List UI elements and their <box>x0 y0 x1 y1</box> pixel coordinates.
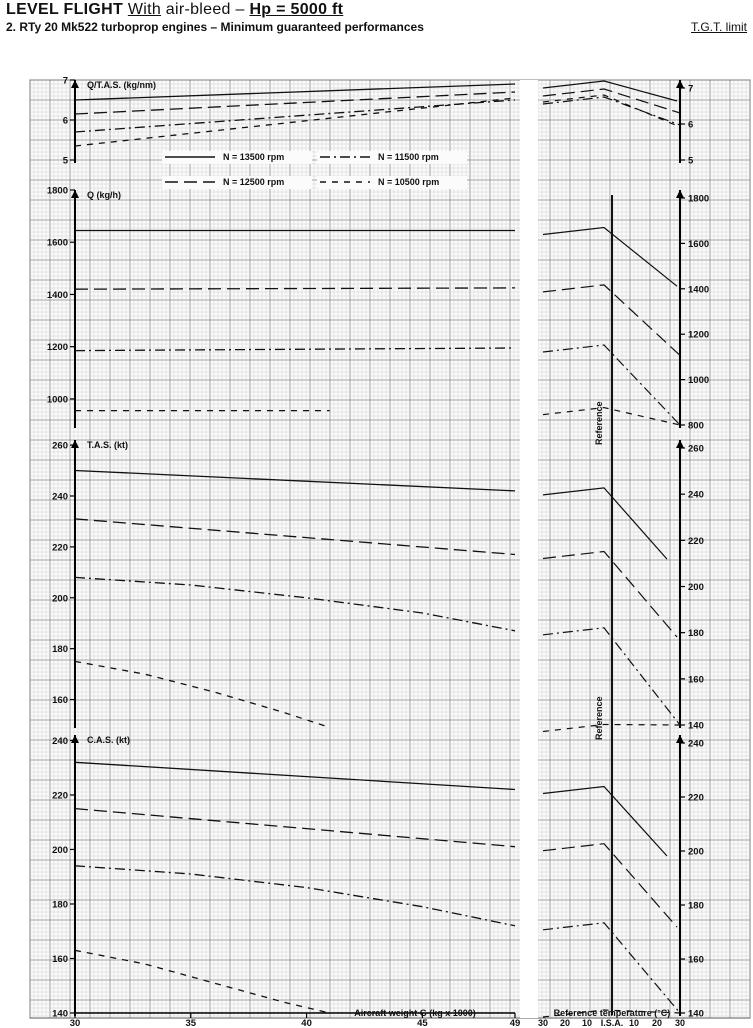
graph-paper-grid <box>30 80 750 1018</box>
right-tick-label: 5 <box>688 155 694 167</box>
right-tick-label: 140 <box>688 1008 704 1020</box>
y-axis-label: C.A.S. (kt) <box>87 735 131 745</box>
y-tick-label: 180 <box>52 899 68 911</box>
y-tick-label: 220 <box>52 790 68 802</box>
right-tick-label: 260 <box>688 443 704 455</box>
right-tick-label: 180 <box>688 628 704 640</box>
right-tick-label: 1200 <box>688 329 710 341</box>
y-tick-label: 7 <box>62 75 68 87</box>
right-tick-label: 220 <box>688 792 704 804</box>
legend-label: N = 12500 rpm <box>223 177 285 187</box>
y-tick-label: 180 <box>52 644 68 656</box>
temp-tick-label: 10 <box>628 1018 640 1028</box>
reference-label: Reference <box>594 401 604 445</box>
right-tick-label: 7 <box>688 83 694 95</box>
y-tick-label: 160 <box>52 953 68 965</box>
title-bleed: air-bleed – <box>165 1 245 18</box>
y-tick-label: 1600 <box>46 237 68 249</box>
temp-tick-label: 20 <box>651 1018 663 1028</box>
right-tick-label: 1600 <box>688 238 710 250</box>
right-tick-label: 1800 <box>688 193 710 205</box>
y-tick-label: 1400 <box>46 289 68 301</box>
title-main: LEVEL FLIGHT <box>6 1 124 18</box>
y-tick-label: 160 <box>52 695 68 707</box>
right-tick-label: 240 <box>688 738 704 750</box>
y-axis-label: Q/T.A.S. (kg/nm) <box>87 80 157 90</box>
title-hp: Hp = 5000 ft <box>249 1 344 18</box>
right-tick-label: 6 <box>688 119 694 131</box>
y-tick-label: 200 <box>52 593 68 605</box>
x-axis-label: Aircraft weight G (kg x 1000) <box>354 1008 476 1018</box>
chart-subtitle: 2. RTy 20 Mk522 turboprop engines – Minimum guaranteed performances <box>6 20 424 34</box>
tgt-limit-label: T.G.T. limit <box>691 20 747 34</box>
y-tick-label: 140 <box>52 1008 68 1020</box>
section-gap <box>520 80 538 1018</box>
right-tick-label: 220 <box>688 535 704 547</box>
y-tick-label: 1800 <box>46 185 68 197</box>
right-tick-label: 240 <box>688 489 704 501</box>
x-tick-label: 30 <box>69 1018 81 1028</box>
legend-label: N = 11500 rpm <box>378 152 439 162</box>
right-tick-label: 140 <box>688 720 704 732</box>
temp-axis-label: Reference temperature (°C) <box>553 1008 671 1018</box>
temp-tick-label: 10 <box>581 1018 593 1028</box>
reference-label: Reference <box>594 696 604 740</box>
legend-label: N = 13500 rpm <box>223 152 285 162</box>
right-tick-label: 160 <box>688 954 704 966</box>
right-tick-label: 800 <box>688 420 704 432</box>
y-tick-label: 260 <box>52 440 68 452</box>
legend-label: N = 10500 rpm <box>378 177 440 187</box>
right-tick-label: 200 <box>688 846 704 858</box>
title-with: With <box>127 1 162 18</box>
x-tick-label: 35 <box>185 1018 197 1028</box>
temp-tick-label: 20 <box>559 1018 571 1028</box>
y-tick-label: 200 <box>52 844 68 856</box>
y-axis-label: Q (kg/h) <box>87 190 121 200</box>
right-tick-label: 1000 <box>688 375 710 387</box>
x-tick-label: 49 <box>509 1018 521 1028</box>
x-tick-label: 40 <box>301 1018 312 1028</box>
y-tick-label: 1200 <box>46 342 68 354</box>
temp-tick-label: 30 <box>674 1018 686 1028</box>
right-tick-label: 200 <box>688 582 704 593</box>
y-tick-label: 240 <box>52 491 68 503</box>
y-tick-label: 240 <box>52 735 68 747</box>
x-tick-label: 45 <box>417 1018 428 1028</box>
right-tick-label: 180 <box>688 900 704 912</box>
temp-tick-label: 30 <box>537 1018 549 1028</box>
y-tick-label: 1000 <box>46 394 68 406</box>
y-axis-label: T.A.S. (kt) <box>87 440 129 450</box>
y-tick-label: 220 <box>52 542 68 554</box>
y-tick-label: 5 <box>62 155 68 167</box>
y-tick-label: 6 <box>62 115 68 127</box>
right-tick-label: 160 <box>688 674 704 686</box>
temp-tick-label: I.S.A. <box>600 1018 624 1028</box>
right-tick-label: 1400 <box>688 284 710 296</box>
